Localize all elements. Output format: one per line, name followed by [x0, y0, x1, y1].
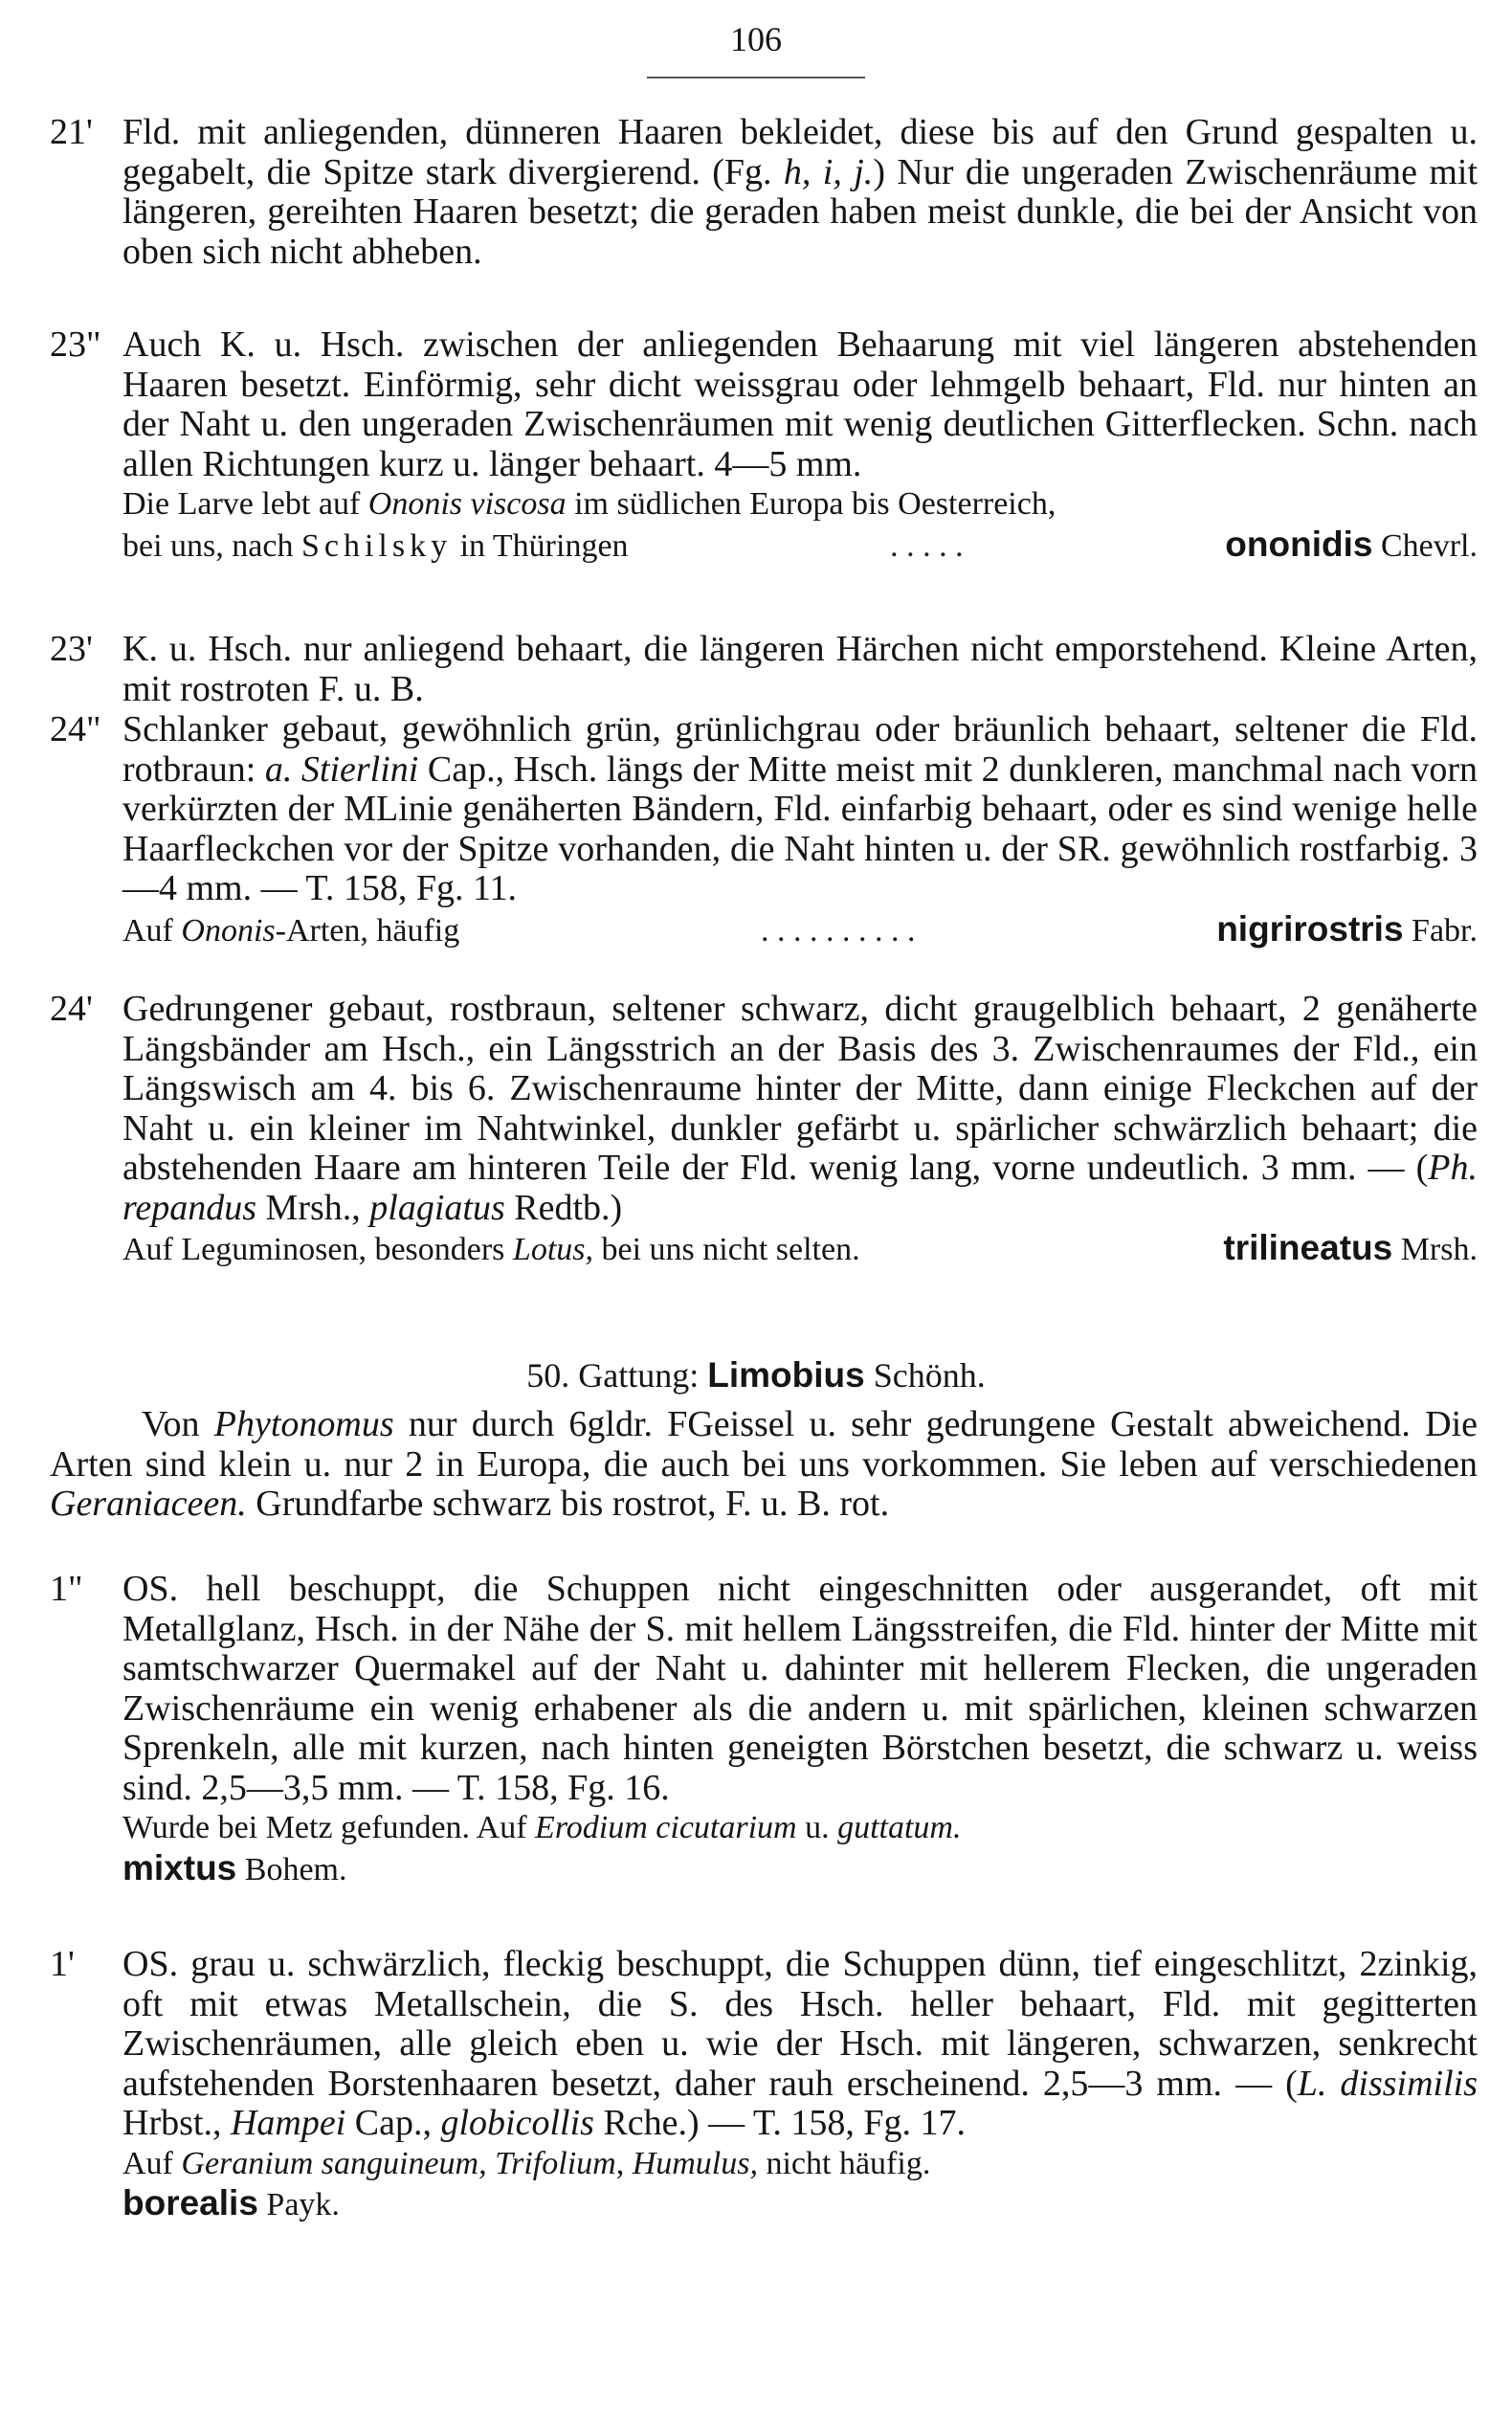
entry-number: 1": [50, 1569, 83, 1609]
habitat-note: Die Larve lebt auf Ononis viscosa im südlichen Europa bis Oesterreich,: [122, 486, 1056, 522]
species-author: Chevrl.: [1380, 527, 1478, 564]
species-name: mixtus: [122, 1847, 237, 1887]
species-name: nigrirostris: [1216, 908, 1404, 949]
entry-number: 23': [50, 629, 93, 669]
key-entry-23-prime: [50, 630, 1478, 709]
entry-text: OS. grau u. schwärzlich, fleckig beschuppt, die Schuppen dünn, tief eingeschlitzt, 2zinkig, oft mit etwas Metallschein, die S. des Hsch. heller behaart, Fld. mit gegitterten Zwischenräumen, alle gleich eben u. wie der Hsch. mit längeren, schwarzen, senkrecht aufstehenden Borstenhaaren besetzt, daher rauh erscheinend. 2,5—3 mm. — (L. dissimilis Hrbst., Hampei Cap., globicollis Rche.) — T. 158, Fg. 17.: [122, 1944, 1478, 2143]
habitat-note: Wurde bei Metz gefunden. Auf Erodium cicutarium u. guttatum.: [122, 1810, 962, 1845]
species-name: borealis: [122, 2183, 258, 2222]
key-entry-1-double: [50, 1570, 1478, 1889]
genus-description: Von Phytonomus nur durch 6gldr. FGeissel u. sehr gedrungene Gestalt abweichend. Die Arten sind klein u. nur 2 in Europa, die auch bei uns vorkommen. Sie leben auf verschiedenen Geraniaceen. Grundfarbe schwarz bis rostrot, F. u. B. rot.: [50, 1404, 1478, 1524]
key-entry-24-double: [50, 710, 1478, 950]
leader-dots: . . . . .: [890, 527, 964, 564]
entry-text: Schlanker gebaut, gewöhnlich grün, grünlichgrau oder bräunlich behaart, seltener die Fld. rotbraun: a. Stierlini Cap., Hsch. längs der Mitte meist mit 2 dunkleren, manchmal nach vorn verkürzten der MLinie genäherten Bändern, Fld. einfarbig behaart, oder es sind wenige helle Haarfleckchen vor der Spitze vorhanden, die Naht hinten u. der SR. gewöhnlich rostfarbig. 3—4 mm. — T. 158, Fg. 11.: [122, 709, 1478, 908]
header-rule: [647, 77, 865, 78]
species-line: [122, 2183, 1478, 2225]
key-entry-1-prime: [50, 1945, 1478, 2225]
species-line: [122, 1848, 1478, 1890]
species-author: Payk.: [266, 2187, 340, 2222]
genus-heading: 50. Gattung: Limobius Schönh.: [526, 1355, 986, 1395]
species-author: Mrsh.: [1400, 1232, 1478, 1267]
page-number: 106: [730, 20, 782, 58]
entry-text: OS. hell beschuppt, die Schuppen nicht eingeschnitten oder ausgerandet, oft mit Metallglanz, Hsch. in der Nähe der S. mit hellem Längsstreifen, die Fld. hinter der Mitte mit samtschwarzer Quermakel auf der Naht u. dahinter mit hellerem Flecken, die ungeraden Zwischenräume ein wenig erhabener als die andern u. mit spärlichen, kleinen schwarzen Sprenkeln, alle mit kurzen, nach hinten geneigten Börstchen besetzt, die schwarz u. weiss sind. 2,5—3,5 mm. — T. 158, Fg. 16.: [122, 1569, 1478, 1808]
key-entry-24-prime: [50, 990, 1478, 1270]
species-author: Bohem.: [244, 1851, 347, 1887]
entry-text: K. u. Hsch. nur anliegend behaart, die längeren Härchen nicht emporstehend. Kleine Arten, mit rostroten F. u. B.: [122, 629, 1478, 709]
entry-number: 21': [50, 112, 93, 152]
entry-text: Auch K. u. Hsch. zwischen der anliegenden Behaarung mit viel längeren abstehenden Haaren besetzt. Einförmig, sehr dicht weissgrau oder lehmgelb behaart, Fld. nur hinten an der Naht u. den ungeraden Zwischenräumen mit wenig deutlichen Gitterflecken. Schn. nach allen Richtungen kurz u. länger behaart. 4—5 mm.: [122, 324, 1478, 484]
habitat-note: Auf Geranium sanguineum, Trifolium, Humulus, nicht häufig.: [122, 2145, 931, 2181]
species-line: Auf Leguminosen, besonders Lotus, bei uns nicht selten. trilineatus Mrsh.: [122, 1228, 1478, 1267]
species-author: Fabr.: [1412, 912, 1478, 949]
entry-number: 1': [50, 1944, 75, 1984]
entry-text: Gedrungener gebaut, rostbraun, seltener schwarz, dicht graugelblich behaart, 2 genäherte Längsbänder am Hsch., ein Längsstrich an der Basis des 3. Zwischenraumes der Fld., ein Längswisch am 4. bis 6. Zwischenraume hinter der Mitte, dann einige Fleckchen auf der Naht u. ein kleiner im Nahtwinkel, dunkler gefärbt u. spärlicher schwärzlich behaart; die abstehenden Haare am hinteren Teile der Fld. wenig lang, vorne undeutlich. 3 mm. — (Ph. repandus Mrsh., plagiatus Redtb.): [122, 989, 1478, 1228]
key-entry-23-double: [50, 325, 1478, 566]
entry-number: 23": [50, 324, 101, 365]
entry-number: 24": [50, 709, 101, 749]
key-entry-21-prime: [50, 113, 1478, 272]
leader-dots: . . . . . . . . . .: [760, 912, 916, 949]
entry-number: 24': [50, 989, 93, 1029]
entry-text: Fld. mit anliegenden, dünneren Haaren bekleidet, diese bis auf den Grund gespalten u. gegabelt, die Spitze stark divergierend. (Fg. h, i, j.) Nur die ungeraden Zwischenräume mit längeren, gereihten Haaren besetzt; die geraden haben meist dunkle, die bei der Ansicht von oben sich nicht abheben.: [122, 112, 1479, 272]
species-name: ononidis: [1225, 524, 1373, 564]
species-line: Auf Ononis-Arten, häufig . . . . . . . . . . nigrirostris Fabr.: [122, 909, 1478, 951]
person-name: Schilsky: [300, 527, 453, 564]
species-name: trilineatus: [1223, 1228, 1393, 1267]
species-line: bei uns, nach Schilsky in Thüringen . . . . . ononidis Chevrl.: [122, 525, 1478, 567]
genus-name: Limobius: [707, 1355, 865, 1395]
